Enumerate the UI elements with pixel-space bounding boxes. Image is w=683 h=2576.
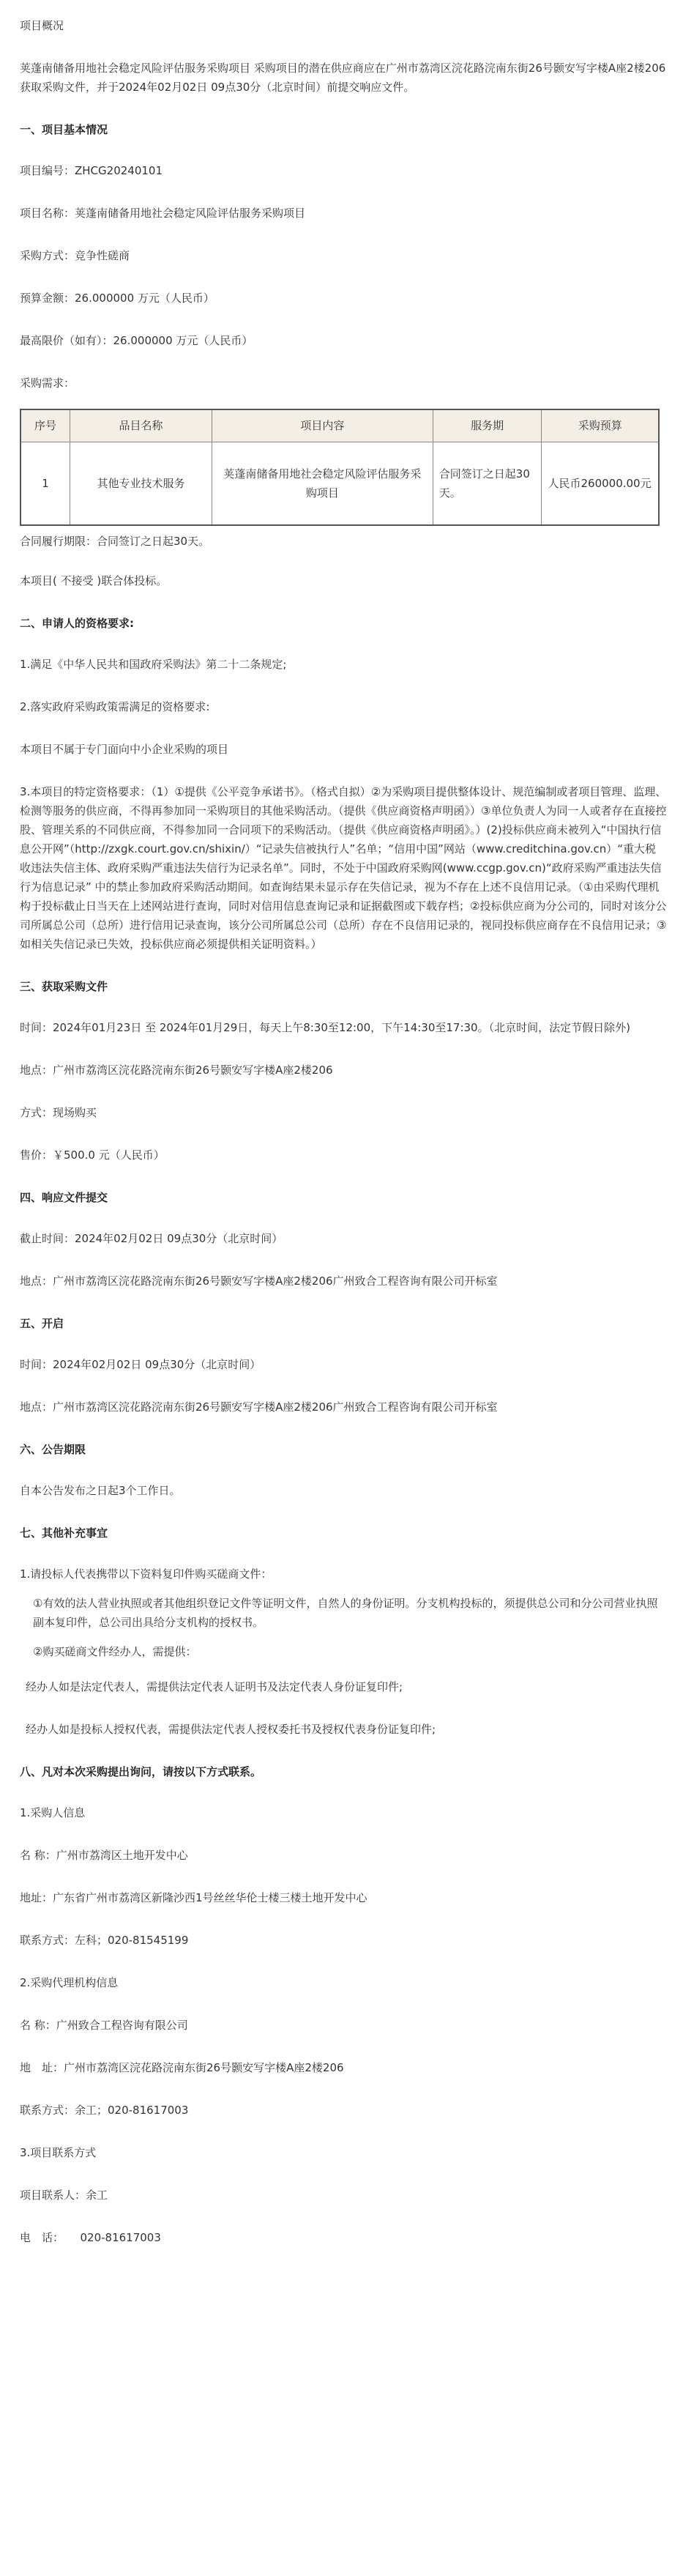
table-header-row: [20, 409, 659, 442]
overview-text: 荚蓬南储备用地社会稳定风险评估服务采购项目 采购项目的潜在供应商应在广州市荔湾区浣花路浣南东街26号颢安写字楼A座2楼206获取采购文件，并于2024年02月02日 09点30分（北京时间）前提交响应文件。: [20, 62, 666, 94]
section-8-heading: 八、凡对本次采购提出询问，请按以下方式联系。: [20, 1765, 262, 1778]
qualification-item-2: 2.落实政府采购政策需满足的资格要求:: [20, 700, 210, 713]
demand-table: [20, 409, 660, 526]
table-header: 项目内容: [212, 409, 433, 442]
acquire-price: 售价：￥500.0 元（人民币）: [20, 1148, 165, 1162]
qualification-item-2-note: 本项目不属于专门面向中小企业采购的项目: [20, 743, 229, 756]
acquire-time: 时间：2024年01月23日 至 2024年01月29日，每天上午8:30至12:00，下午14:30至17:30。（北京时间，法定节假日除外): [20, 1021, 630, 1034]
supplement-sub-2b: 经办人如是投标人授权代表，需提供法定代表人授权委托书及授权代表身份证复印件;: [26, 1723, 436, 1736]
qualification-item-3: 3.本项目的特定资格要求：（1）①提供《公平竞争承诺书》。（格式自拟）②为采购项目提供整体设计、规范编制或者项目管理、监理、检测等服务的供应商，不得再参加同一采购项目的其他采购活动。（提供《供应商资格声明函》）③单位负责人为同一人或者存在直接控股、管理关系的不同供应商，不得参加同一合同项下的采购活动。（提供《供应商资格声明函》。）(2)投标供应商未被列入“中国执行信息公开网”（http://zxgk.court.gov.cn/shixin/）“记录失信被执行人”名单；“信用中国”网站（www.creditchina.gov.cn）“重大税收违法失信主体、政府采购严重违法失信行为记录名单”。同时，不处于中国政府采购网(www.ccgp.gov.cn)“政府采购严重违法失信行为信息记录” 中的禁止参加政府采购活动期间。如查询结果未显示存在失信记录，视为不存在上述不良信用记录。（①由采购代理机构于投标截止日当天在上述网站进行查询，同时对信用信息查询记录和证据截图或下载存档；②投标供应商为分公司的，同时对该分公司所属总公司（总所）进行信用记录查询，该分公司所属总公司（总所）存在不良信用记录的，视同投标供应商存在不良信用记录；③如相关失信记录已失效，投标供应商必须提供相关证明资料。）: [20, 785, 667, 951]
acquire-place: 地点：广州市荔湾区浣花路浣南东街26号颢安写字楼A座2楼206: [20, 1064, 333, 1077]
submit-place: 地点：广州市荔湾区浣花路浣南东街26号颢安写字楼A座2楼206广州致合工程咨询有限公司开标室: [20, 1274, 498, 1288]
consortium-note: 本项目( 不接受 )联合体投标。: [20, 574, 168, 587]
overview-title: 项目概况: [20, 19, 64, 32]
section-7-heading: 七、其他补充事宜: [20, 1526, 108, 1540]
project-name: 项目名称：荚蓬南储备用地社会稳定风险评估服务采购项目: [20, 207, 306, 220]
buyer-info-title: 1.采购人信息: [20, 1806, 86, 1819]
buyer-name: 名 称：广州市荔湾区土地开发中心: [20, 1849, 188, 1862]
table-header: 品目名称: [70, 409, 212, 442]
open-time: 时间：2024年02月02日 09点30分（北京时间）: [20, 1358, 261, 1371]
agent-name: 名 称：广州致合工程咨询有限公司: [20, 2019, 188, 2032]
procurement-method: 采购方式：竞争性磋商: [20, 249, 130, 262]
section-2-heading: 二、申请人的资格要求:: [20, 617, 134, 630]
project-contact-phone: 电 话： 020-81617003: [20, 2231, 161, 2244]
buyer-contact: 联系方式：左科；020-81545199: [20, 1934, 189, 1947]
table-cell: 人民币260000.00元: [542, 442, 659, 525]
project-contact-title: 3.项目联系方式: [20, 2146, 97, 2159]
section-6-heading: 六、公告期限: [20, 1443, 86, 1456]
max-limit: 最高限价（如有）：26.000000 万元（人民币）: [20, 334, 253, 347]
budget-amount: 预算金额：26.000000 万元（人民币）: [20, 292, 214, 305]
table-row: [20, 442, 659, 525]
open-place: 地点：广州市荔湾区浣花路浣南东街26号颢安写字楼A座2楼206广州致合工程咨询有限公司开标室: [20, 1400, 498, 1414]
table-cell: 合同签订之日起30天。: [433, 442, 542, 525]
table-cell: 1: [20, 442, 70, 525]
project-contact-person: 项目联系人：余工: [20, 2189, 108, 2202]
agent-contact: 联系方式：余工；020-81617003: [20, 2104, 189, 2117]
table-header: 采购预算: [542, 409, 659, 442]
buyer-address: 地址：广东省广州市荔湾区新隆沙西1号丝丝华伦士楼三楼土地开发中心: [20, 1891, 367, 1904]
project-number: 项目编号：ZHCG20240101: [20, 164, 163, 177]
acquire-way: 方式：现场购买: [20, 1106, 97, 1119]
table-header: 服务期: [433, 409, 542, 442]
agent-info-title: 2.采购代理机构信息: [20, 1976, 119, 1989]
table-cell: 荚蓬南储备用地社会稳定风险评估服务采购项目: [212, 442, 433, 525]
announcement-body: [20, 16, 667, 2247]
section-5-heading: 五、开启: [20, 1317, 64, 1330]
section-4-heading: 四、响应文件提交: [20, 1191, 108, 1204]
table-cell: 其他专业技术服务: [70, 442, 212, 525]
supplement-sub-1: ①有效的法人营业执照或者其他组织登记文件等证明文件，自然人的身份证明。分支机构投标的，须提供总公司和分公司营业执照副本复印件，总公司出具给分支机构的授权书。: [33, 1597, 658, 1629]
table-header: 序号: [20, 409, 70, 442]
demand-label: 采购需求：: [20, 376, 75, 390]
supplement-sub-2: ②购买磋商文件经办人，需提供：: [33, 1645, 197, 1658]
supplement-item-1: 1.请投标人代表携带以下资料复印件购买磋商文件：: [20, 1567, 272, 1581]
contract-period: 合同履行期限：合同签订之日起30天。: [20, 535, 210, 548]
section-3-heading: 三、获取采购文件: [20, 980, 108, 993]
supplement-sub-2a: 经办人如是法定代表人，需提供法定代表人证明书及法定代表人身份证复印件;: [26, 1680, 403, 1693]
notice-period: 自本公告发布之日起3个工作日。: [20, 1484, 181, 1497]
submit-deadline: 截止时间：2024年02月02日 09点30分（北京时间）: [20, 1232, 283, 1245]
qualification-item-1: 1.满足《中华人民共和国政府采购法》第二十二条规定;: [20, 658, 287, 671]
section-1-heading: 一、项目基本情况: [20, 123, 108, 136]
agent-address: 地 址：广州市荔湾区浣花路浣南东街26号颢安写字楼A座2楼206: [20, 2061, 344, 2074]
